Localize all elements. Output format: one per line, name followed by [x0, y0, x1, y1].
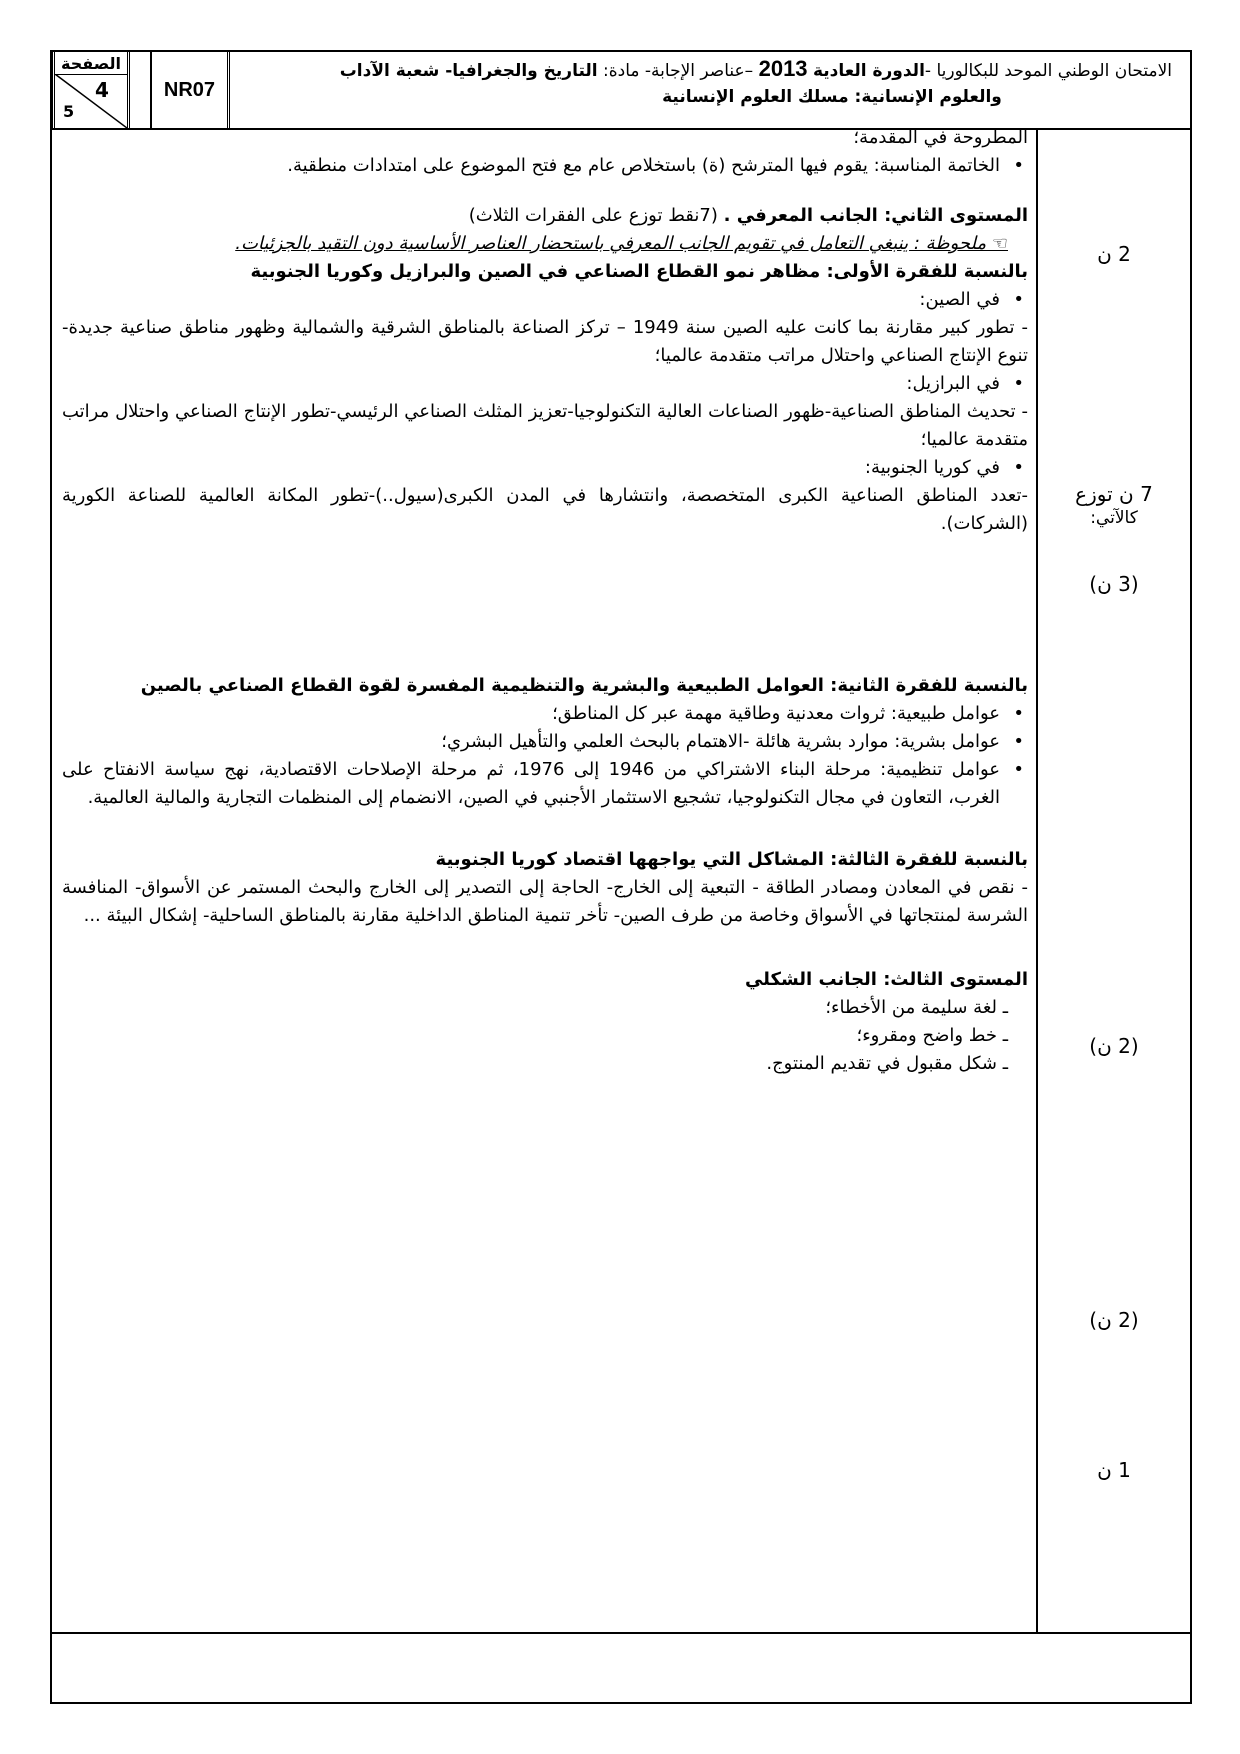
- exam-header: [52, 52, 1190, 130]
- mark-conclusion: 2 ن: [1097, 242, 1131, 266]
- paragraph2-item-natural: • عوامل طبيعية: ثروات معدنية وطاقية مهمة عبر كل المناطق؛: [62, 700, 1028, 728]
- mark-level3: 1 ن: [1097, 1458, 1131, 1482]
- answer-content: [62, 127, 1028, 1630]
- level3-title: المستوى الثالث: الجانب الشكلي: [744, 969, 1028, 990]
- title-part-a: الامتحان الوطني الموحد للبكالوريا -: [924, 61, 1172, 81]
- mark-paragraph2: (2 ن): [1089, 1308, 1139, 1332]
- page-label: الصفحة: [55, 54, 127, 75]
- title-subject: التاريخ والجغرافيا- شعبة الآداب: [339, 61, 598, 81]
- level3-item-handwriting: ـ خط واضح ومقروء؛: [856, 1025, 1008, 1046]
- page-number-box: [52, 52, 130, 128]
- level2-heading: [62, 202, 1028, 230]
- paragraph3-title: بالنسبة للفقرة الثالثة: المشاكل التي يواجهها اقتصاد كوريا الجنوبية: [435, 849, 1028, 870]
- conclusion-item: • الخاتمة المناسبة: يقوم فيها المترشح (ة) باستخلاص عام مع فتح الموضوع على امتدادات منطقية.: [62, 152, 1028, 180]
- bottom-rule: [52, 1632, 1190, 1634]
- page-current: 4: [95, 78, 109, 102]
- brazil-text: - تحديث المناطق الصناعية-ظهور الصناعات العالية التكنولوجيا-تعزيز المثلث الصناعي الرئيسي-تطور الإنتاج الصناعي واحتلال مراتب متقدمة عالميا؛: [62, 401, 1028, 450]
- title-line-1: [232, 56, 1172, 84]
- paragraph2-item-organizational: • عوامل تنظيمية: مرحلة البناء الاشتراكي من 1946 إلى 1976، ثم مرحلة الإصلاحات الاقتصادية، نهج سياسة الانفتاح على الغرب، التعاون في مجال التكنولوجيا، تشجيع الاستثمار الأجنبي في الصين، الانضمام إلى المنظمات التجارية والمالية العالمية.: [62, 756, 1028, 812]
- mark-paragraph3: (2 ن): [1089, 1034, 1139, 1058]
- title-line-2: والعلوم الإنسانية: مسلك العلوم الإنسانية: [662, 87, 1002, 107]
- china-label: • في الصين:: [62, 286, 1028, 314]
- korea-label: • في كوريا الجنوبية:: [62, 454, 1028, 482]
- title-part-b: –عناصر الإجابة- مادة:: [603, 61, 754, 81]
- exam-title: [232, 56, 1182, 124]
- title-year: 2013: [758, 56, 808, 81]
- mark-level2: 7 ن توزع: [1075, 482, 1153, 506]
- title-session: الدورة العادية: [812, 61, 925, 81]
- level2-points: (7نقط توزع على الفقرات الثلاث): [468, 205, 724, 226]
- china-text: - تطور كبير مقارنة بما كانت عليه الصين سنة 1949 – تركز الصناعة بالمناطق الشرقية والشمالية وظهور مناطق صناعية جديدة-تنوع الإنتاج الصناعي واحتلال مراتب متقدمة عالميا؛: [62, 317, 1028, 366]
- exam-code: NR07: [150, 52, 230, 128]
- mark-level2-note: كالآتي:: [1090, 508, 1138, 528]
- korea-text: -تعدد المناطق الصناعية الكبرى المتخصصة، وانتشارها في المدن الكبرى(سيول..)-تطور المكانة العالمية للصناعة الكورية (الشركات).: [62, 485, 1028, 534]
- mark-paragraph1: (3 ن): [1089, 572, 1139, 596]
- level2-title: المستوى الثاني: الجانب المعرفي .: [723, 205, 1028, 226]
- top-cut-text: المطروحة في المقدمة؛: [853, 127, 1028, 148]
- brazil-label: • في البرازيل:: [62, 370, 1028, 398]
- paragraph2-title: بالنسبة للفقرة الثانية: العوامل الطبيعية والبشرية والتنظيمية المفسرة لقوة القطاع الصناعي بالصين: [140, 675, 1028, 696]
- level3-item-language: ـ لغة سليمة من الأخطاء؛: [825, 997, 1008, 1018]
- level3-item-presentation: ـ شكل مقبول في تقديم المنتوج.: [766, 1053, 1008, 1074]
- answer-sheet: [50, 50, 1192, 1704]
- note-text: ☜ ملحوظة : ينبغي التعامل في تقويم الجانب المعرفي باستحضار العناصر الأساسية دون التقيد بالجزئيات.: [235, 233, 1008, 254]
- page-total: 5: [63, 102, 75, 121]
- marks-column: [1038, 130, 1190, 1630]
- paragraph2-item-human: • عوامل بشرية: موارد بشرية هائلة -الاهتمام بالبحث العلمي والتأهيل البشري؛: [62, 728, 1028, 756]
- paragraph3-text: - نقص في المعادن ومصادر الطاقة - التبعية إلى الخارج- الحاجة إلى التصدير إلى الخارج والبحث المستمر عن الأسواق- المنافسة الشرسة لمنتجاتها في الأسواق وخاصة من طرف الصين- تأخر تنمية المناطق الداخلية مقارنة بالمناطق الساحلية- إشكال البيئة ...: [62, 877, 1028, 926]
- paragraph1-title: بالنسبة للفقرة الأولى: مظاهر نمو القطاع الصناعي في الصين والبرازيل وكوريا الجنوبية: [250, 261, 1028, 282]
